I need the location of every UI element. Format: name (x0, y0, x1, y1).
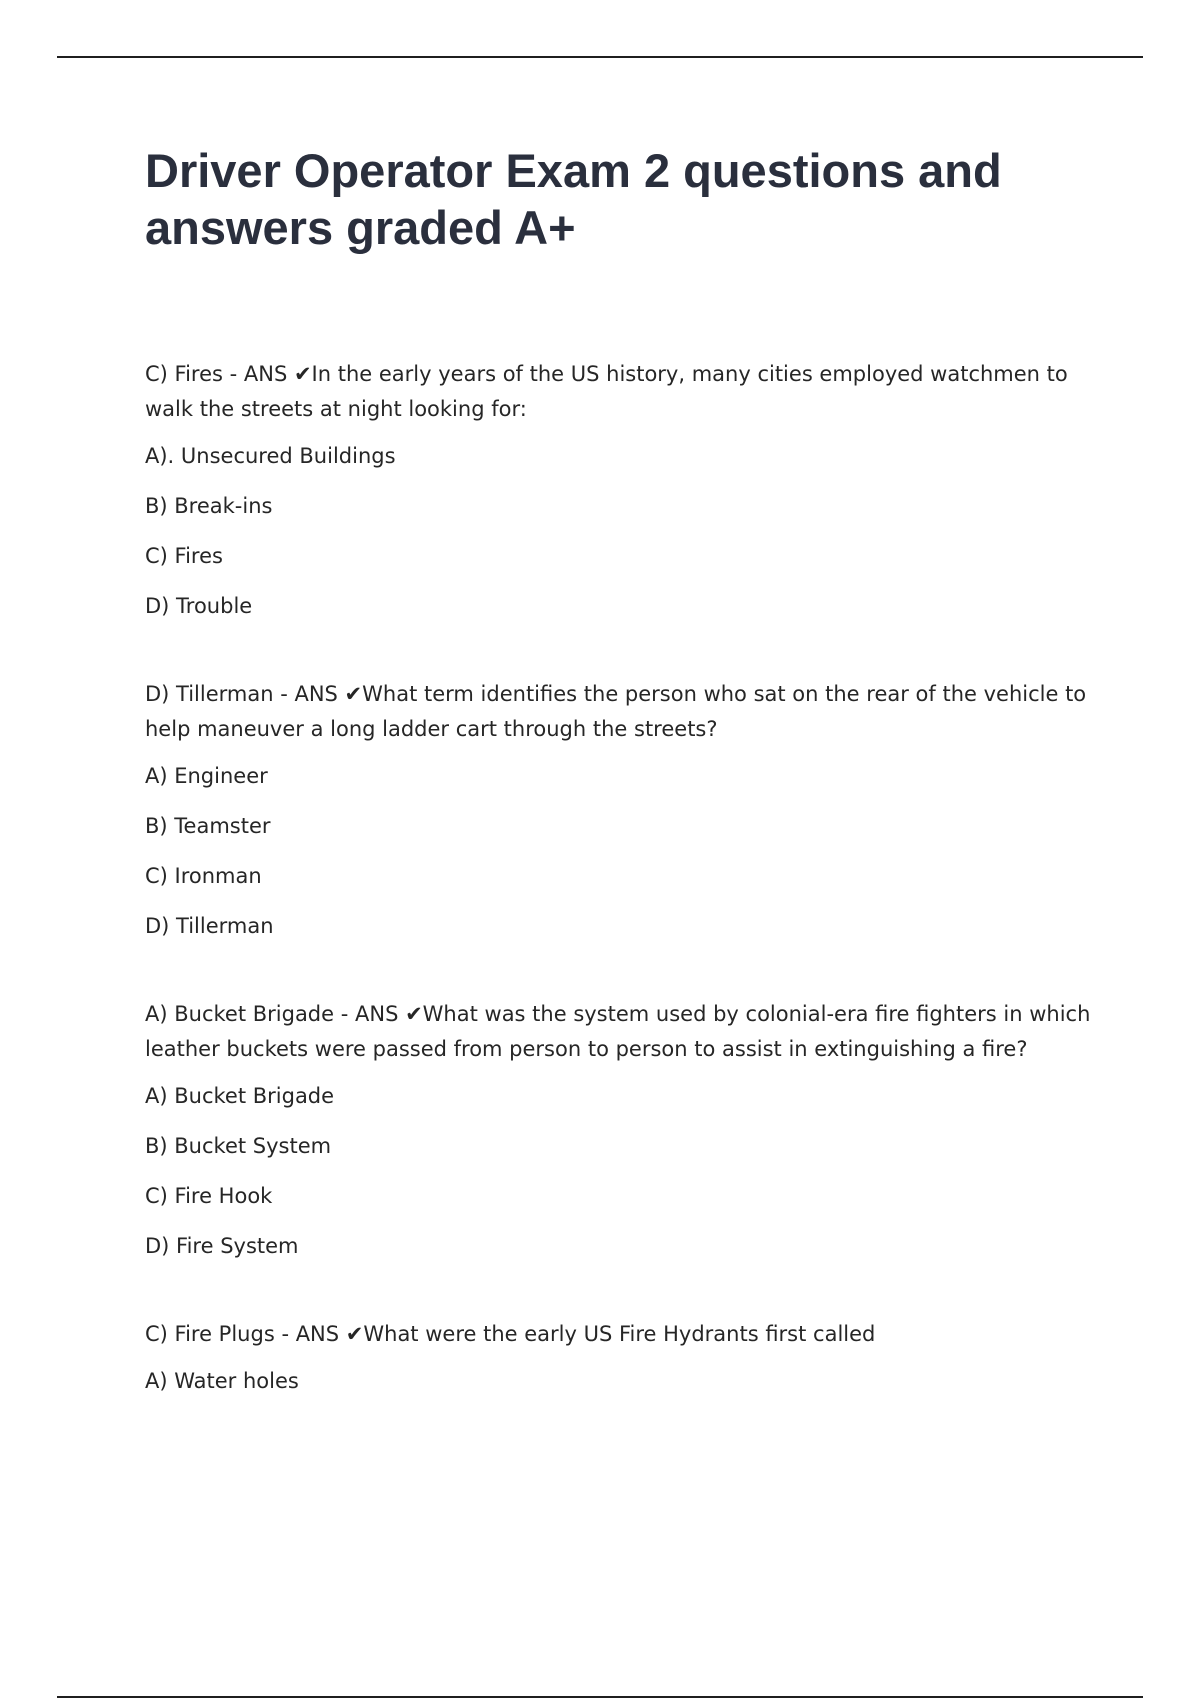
answer-option: C) Fires (145, 544, 223, 568)
qa-list (145, 357, 1100, 1452)
answer-option: C) Fire Hook (145, 1184, 273, 1208)
answer-option: B) Bucket System (145, 1134, 332, 1158)
answer-option: D) Tillerman (145, 914, 274, 938)
qa-item (145, 357, 1100, 624)
question-text: D) Tillerman - ANS ✔What term identifies the person who sat on the rear of the vehicle to help maneuver a long ladder cart through the streets? (145, 682, 1087, 741)
qa-item (145, 997, 1100, 1264)
answer-option: C) Ironman (145, 864, 262, 888)
question-text: C) Fire Plugs - ANS ✔What were the early US Fire Hydrants first called (145, 1322, 876, 1346)
answer-option: A). Unsecured Buildings (145, 444, 396, 468)
answer-option: B) Teamster (145, 814, 271, 838)
answer-option: A) Bucket Brigade (145, 1084, 335, 1108)
answer-option: D) Fire System (145, 1234, 299, 1258)
qa-item (145, 1317, 1100, 1399)
answer-option: B) Break-ins (145, 494, 273, 518)
top-divider (57, 56, 1143, 58)
question-text: A) Bucket Brigade - ANS ✔What was the system used by colonial-era fire fighters in which leather buckets were passed from person to person to assist in extinguishing a fire? (145, 1002, 1091, 1061)
answer-option: A) Water holes (145, 1369, 299, 1393)
question-text: C) Fires - ANS ✔In the early years of the US history, many cities employed watchmen to walk the streets at night looking for: (145, 362, 1068, 421)
answer-option: D) Trouble (145, 594, 253, 618)
qa-item (145, 677, 1100, 944)
answer-option: A) Engineer (145, 764, 268, 788)
document-title: Driver Operator Exam 2 questions and answers graded A+ (145, 144, 1002, 254)
bottom-divider (57, 1696, 1143, 1698)
